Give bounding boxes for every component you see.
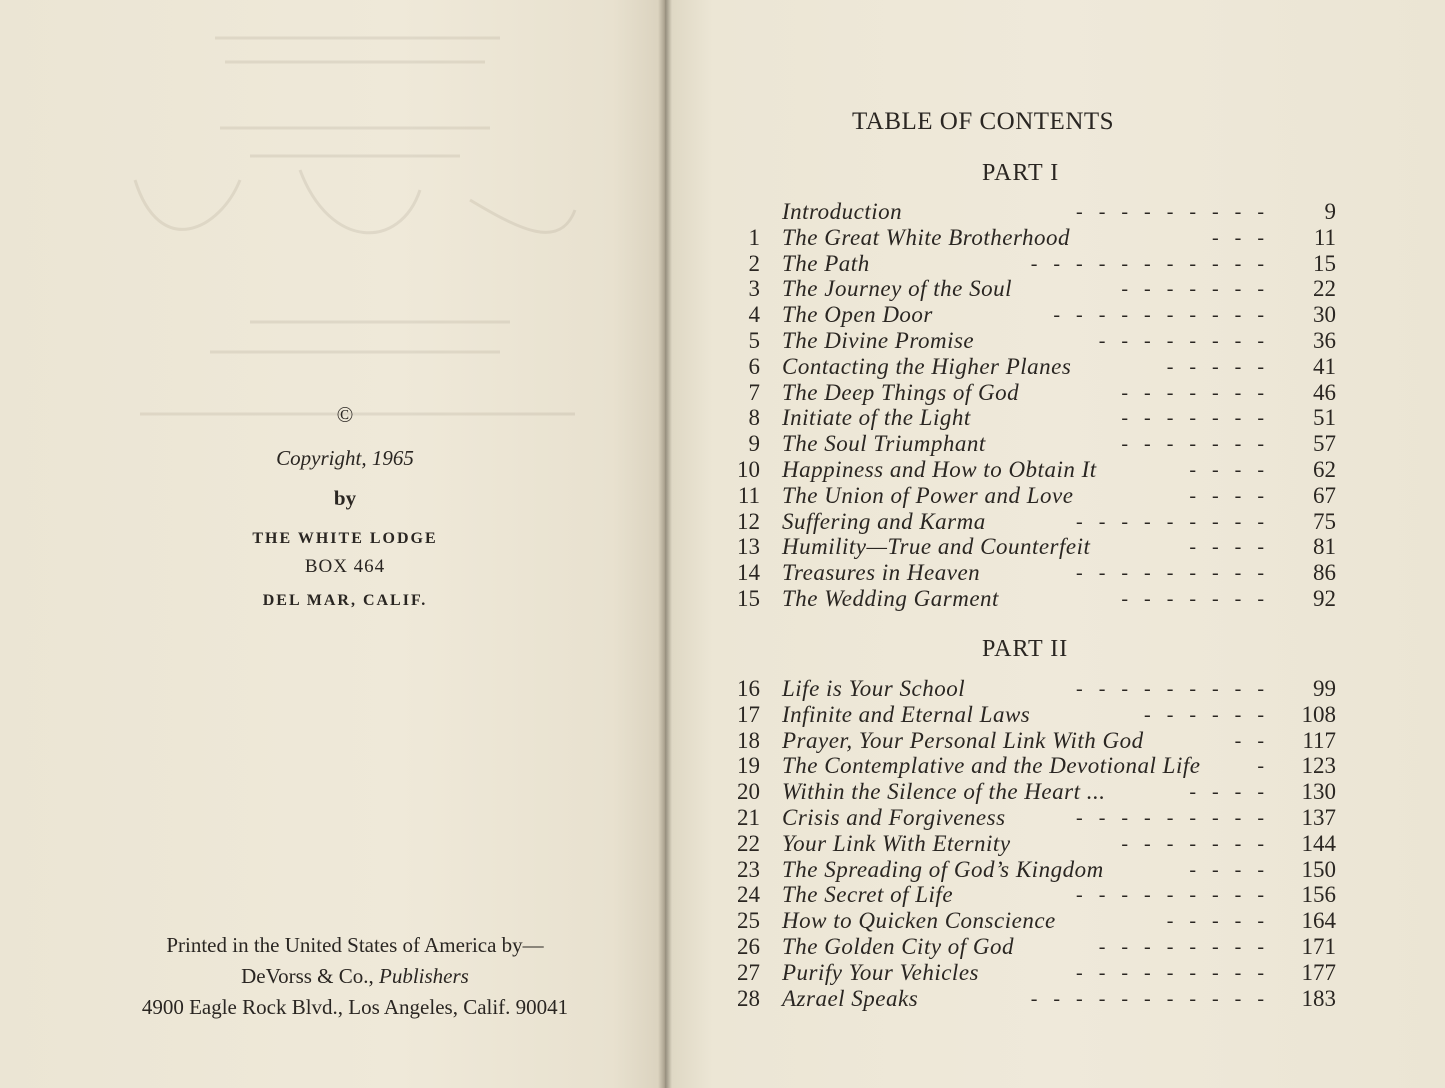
toc-entry-page: 92 (1313, 585, 1336, 611)
toc-entry-title: Infinite and Eternal Laws (782, 701, 1031, 727)
toc-entry-leader: - - - - - - - - (1098, 329, 1266, 352)
toc-entry-leader: - - - - - - - (1121, 278, 1266, 301)
toc-entry-number: 1 (748, 224, 760, 250)
toc-entry-number: 10 (737, 456, 760, 482)
toc-entry-page: 9 (1324, 199, 1336, 224)
toc-entry-leader: - (1257, 755, 1266, 778)
publisher-city: DEL MAR, CALIF. (262, 592, 428, 609)
toc-entry (736, 405, 1336, 431)
toc-entry (736, 960, 1336, 986)
toc-entry-title: The Great White Brotherhood (782, 224, 1070, 250)
toc-entry (736, 779, 1336, 805)
toc-entry-page: 11 (1313, 224, 1336, 250)
toc-entry (736, 354, 1336, 380)
by-text: by (333, 486, 357, 510)
toc-entry (736, 753, 1336, 779)
toc-entry-leader: - - - - - - - (1121, 587, 1266, 610)
toc-entry-title: The Contemplative and the Devotional Life (782, 753, 1201, 779)
toc-entry-leader: - - - - (1189, 458, 1266, 481)
toc-entry-leader: - - - - (1189, 781, 1266, 804)
toc-entry-leader: - - - - - - - - - (1076, 510, 1266, 533)
toc-entry-number: 16 (737, 676, 760, 701)
toc-entry-number: 24 (737, 882, 760, 908)
toc-entry-title: Humility—True and Counterfeit (782, 534, 1091, 560)
toc-entry-title: Initiate of the Light (782, 405, 971, 431)
toc-entry-number: 7 (748, 379, 760, 405)
toc-entry (736, 225, 1336, 251)
show-through-ghost-marks (0, 0, 666, 440)
toc-entry-page: 62 (1313, 456, 1336, 482)
toc-entry-page: 183 (1301, 985, 1336, 1011)
toc-entry-number: 20 (737, 779, 760, 805)
toc-entry-page: 171 (1301, 933, 1336, 959)
toc-entry (736, 534, 1336, 560)
toc-entry (736, 908, 1336, 934)
part-2-heading: PART II (982, 636, 1069, 662)
toc-entry-number: 14 (737, 560, 760, 586)
toc-entry-number: 28 (737, 985, 760, 1011)
printer-company: DeVorss & Co., (241, 964, 374, 988)
toc-entry-title: The Divine Promise (782, 327, 975, 353)
toc-entry-title: The Path (782, 250, 870, 276)
toc-entry-title: Azrael Speaks (782, 985, 919, 1011)
toc-entry-number: 9 (748, 431, 760, 457)
toc-entry-number: 12 (737, 508, 760, 534)
toc-entry (736, 857, 1336, 883)
toc-entry-page: 51 (1313, 405, 1336, 431)
toc-entry (736, 457, 1336, 483)
toc-entry-title: Within the Silence of the Heart ... (782, 779, 1106, 805)
toc-entry-page: 164 (1301, 908, 1336, 934)
toc-entry (736, 934, 1336, 960)
toc-entry-number: 3 (748, 276, 760, 302)
toc-entry-number: 19 (737, 753, 760, 779)
toc-entry-leader: - - - - - - - - - (1076, 884, 1266, 907)
toc-entry (736, 702, 1336, 728)
toc-entry-number: 26 (737, 933, 760, 959)
copyright-symbol: © (336, 402, 354, 427)
toc-entry-leader: - - - - - - - - - - (1053, 304, 1266, 327)
toc-entry-number: 2 (748, 250, 760, 276)
toc-entry (736, 728, 1336, 754)
toc-entry-leader: - - - - - - - - - (1076, 678, 1266, 700)
toc-entry-page: 15 (1313, 250, 1336, 276)
toc-entry-leader: - - - - (1189, 484, 1266, 507)
toc-entry-page: 108 (1301, 701, 1336, 727)
toc-entry-title: The Wedding Garment (782, 585, 999, 611)
toc-entry-number: 15 (737, 585, 760, 611)
toc-entry-page: 57 (1313, 431, 1336, 457)
toc-entry (736, 805, 1336, 831)
printer-role: Publishers (379, 964, 469, 988)
toc-entry-leader: - - - - (1189, 858, 1266, 881)
printer-address: 4900 Eagle Rock Blvd., Los Angeles, Calif. 90041 (141, 995, 569, 1019)
toc-entry-leader: - - - - - - - (1121, 381, 1266, 404)
toc-entry-page: 117 (1302, 727, 1336, 753)
part-1-list (736, 199, 1336, 612)
toc-entry-page: 75 (1313, 508, 1336, 534)
toc-entry (736, 483, 1336, 509)
toc-entry-title: Suffering and Karma (782, 508, 986, 534)
toc-entry-page: 130 (1301, 779, 1336, 805)
toc-entry-page: 99 (1313, 676, 1336, 701)
toc-entry-title: The Deep Things of God (782, 379, 1020, 405)
toc-entry (736, 302, 1336, 328)
toc-entry-title: The Spreading of God’s Kingdom (782, 856, 1104, 882)
toc-entry-page: 177 (1301, 959, 1336, 985)
toc-entry-leader: - - - - - (1166, 355, 1266, 378)
toc-entry-leader: - - - - - - - - - (1076, 201, 1266, 223)
toc-entry-title: Contacting the Higher Planes (782, 353, 1072, 379)
toc-entry (736, 509, 1336, 535)
toc-title: TABLE OF CONTENTS (852, 108, 1115, 135)
toc-entry-number: 4 (748, 302, 760, 328)
toc-entry-leader: - - - - - - - - - (1076, 562, 1266, 585)
toc-entry-page: 46 (1313, 379, 1336, 405)
toc-entry-page: 144 (1301, 830, 1336, 856)
toc-entry-title: The Secret of Life (782, 882, 954, 908)
toc-entry-number: 5 (748, 327, 760, 353)
toc-entry-title: Your Link With Eternity (782, 830, 1011, 856)
toc-entry-leader: - - - - - - - (1121, 407, 1266, 430)
toc-entry-title: The Soul Triumphant (782, 431, 986, 457)
toc-entry-page: 22 (1313, 276, 1336, 302)
toc-entry-number: 17 (737, 701, 760, 727)
toc-entry (736, 276, 1336, 302)
toc-entry-title: Life is Your School (782, 676, 966, 701)
toc-entry (736, 586, 1336, 612)
toc-entry-title: The Golden City of God (782, 933, 1015, 959)
toc-entry-leader: - - - - - - - - - (1076, 806, 1266, 829)
toc-entry-number: 25 (737, 908, 760, 934)
toc-entry (736, 251, 1336, 277)
toc-entry-page: 86 (1313, 560, 1336, 586)
toc-entry-title: Introduction (782, 199, 903, 224)
toc-entry-page: 156 (1301, 882, 1336, 908)
toc-entry-number: 18 (737, 727, 760, 753)
toc-entry-leader: - - - - - - - - - (1076, 961, 1266, 984)
toc-entry (736, 560, 1336, 586)
toc-entry-leader: - - - - - - (1144, 703, 1266, 726)
toc-entry-page: 67 (1313, 482, 1336, 508)
toc-entry-number: 6 (748, 353, 760, 379)
toc-entry-leader: - - - - - - - (1121, 832, 1266, 855)
toc-entry (736, 431, 1336, 457)
toc-entry-page: 150 (1301, 856, 1336, 882)
toc-entry-title: The Open Door (782, 302, 933, 328)
toc-entry-number: 13 (737, 534, 760, 560)
book-gutter (658, 0, 672, 1088)
toc-entry-page: 81 (1313, 534, 1336, 560)
toc-entry-page: 30 (1313, 302, 1336, 328)
toc-entry-title: Purify Your Vehicles (782, 959, 979, 985)
toc-entry-number: 22 (737, 830, 760, 856)
toc-entry-leader: - - (1234, 729, 1266, 752)
toc-entry-leader: - - - - - - - - - - - (1030, 252, 1266, 275)
toc-entry-title: Prayer, Your Personal Link With God (782, 727, 1144, 753)
toc-entry-title: The Journey of the Soul (782, 276, 1012, 302)
toc-entry (736, 986, 1336, 1012)
copyright-text: Copyright, 1965 (276, 446, 414, 470)
toc-entry-number: 27 (737, 959, 760, 985)
toc-entry-number: 8 (748, 405, 760, 431)
publisher-name: THE WHITE LODGE (252, 530, 438, 547)
toc-entry-page: 123 (1301, 753, 1336, 779)
printer-imprint (110, 930, 600, 1023)
toc-entry-page: 41 (1313, 353, 1336, 379)
printer-line-1: Printed in the United States of America by— (166, 933, 544, 957)
toc-entry (736, 380, 1336, 406)
toc-entry (736, 328, 1336, 354)
toc-entry (736, 831, 1336, 857)
left-page-copyright (0, 0, 666, 1088)
toc-entry-title: Happiness and How to Obtain It (782, 456, 1097, 482)
toc-entry-leader: - - - - - - - (1121, 433, 1266, 456)
toc-entry-leader: - - - - - - - - - - - (1030, 987, 1266, 1010)
toc-entry-page: 137 (1301, 804, 1336, 830)
part-1-heading: PART I (982, 160, 1060, 186)
toc-entry (736, 676, 1336, 702)
publisher-box: BOX 464 (304, 556, 386, 577)
toc-entry-leader: - - - - (1189, 536, 1266, 559)
toc-entry-title: Treasures in Heaven (782, 560, 981, 586)
toc-entry-number: 11 (737, 482, 760, 508)
toc-entry (736, 882, 1336, 908)
part-2-list (736, 676, 1336, 1011)
toc-entry-leader: - - - - - (1166, 910, 1266, 933)
toc-entry-title: Crisis and Forgiveness (782, 804, 1006, 830)
printer-line-2 (110, 961, 600, 992)
toc-entry-leader: - - - (1212, 226, 1266, 249)
toc-entry-number: 21 (737, 804, 760, 830)
toc-entry-title: How to Quicken Conscience (782, 908, 1056, 934)
toc-entry-title: The Union of Power and Love (782, 482, 1074, 508)
toc-entry (736, 199, 1336, 225)
toc-entry-number: 23 (737, 856, 760, 882)
toc-entry-page: 36 (1313, 327, 1336, 353)
toc-entry-leader: - - - - - - - - (1098, 935, 1266, 958)
right-page-toc (666, 0, 1445, 1088)
